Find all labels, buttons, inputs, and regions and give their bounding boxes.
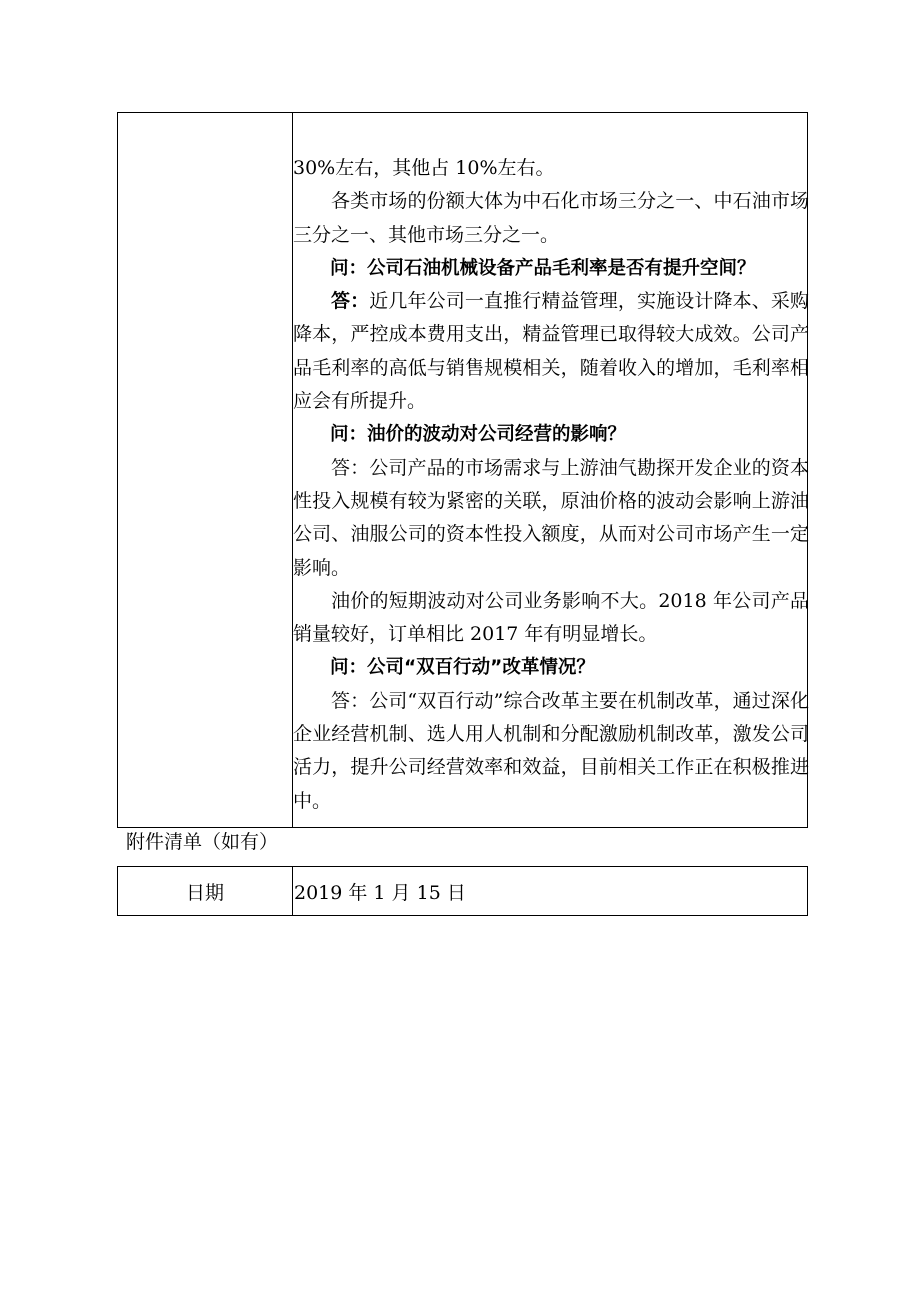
date-table [117, 866, 808, 916]
question-gross-margin: 问：公司石油机械设备产品毛利率是否有提升空间？ [330, 257, 756, 279]
column-divider [292, 867, 293, 915]
attachments-label: 附件清单（如有） [126, 831, 279, 853]
content-cell [293, 152, 809, 818]
date-value: 2019 年 1 月 15 日 [294, 881, 466, 904]
answer-gross-margin-text: 近几年公司一直推行精益管理，实施设计降本、采购降本，严控成本费用支出，精益管理已取得较大成效。公司产品毛利率的高低与销售规模相关，随着收入的增加，毛利率相应会有所提升。 [293, 290, 809, 413]
paragraph-market-share-end: 30%左右，其他占 10%左右。 [293, 157, 555, 179]
answer-oil-price: 答：公司产品的市场需求与上游油气勘探开发企业的资本性投入规模有较为紧密的关联，原油价格的波动会影响上游油公司、油服公司的资本性投入额度，从而对公司市场产生一定影响。 [293, 456, 809, 579]
question-double-hundred: 问：公司“双百行动”改革情况？ [330, 657, 595, 679]
answer-gross-margin [293, 285, 809, 418]
paragraph-market-share: 各类市场的份额大体为中石化市场三分之一、中石油市场三分之一、其他市场三分之一。 [293, 190, 809, 246]
answer-double-hundred: 答：公司“双百行动”综合改革主要在机制改革，通过深化企业经营机制、选人用人机制和分配激励机制改革，激发公司活力，提升公司经营效率和效益，目前相关工作正在积极推进中。 [293, 689, 809, 812]
answer-label: 答： [331, 290, 370, 313]
date-label: 日期 [185, 881, 224, 904]
paragraph-oil-price-short-term: 油价的短期波动对公司业务影响不大。2018 年公司产品销量较好，订单相比 2017 年有明显增长。 [293, 589, 809, 646]
question-oil-price: 问：油价的波动对公司经营的影响？ [330, 424, 627, 446]
